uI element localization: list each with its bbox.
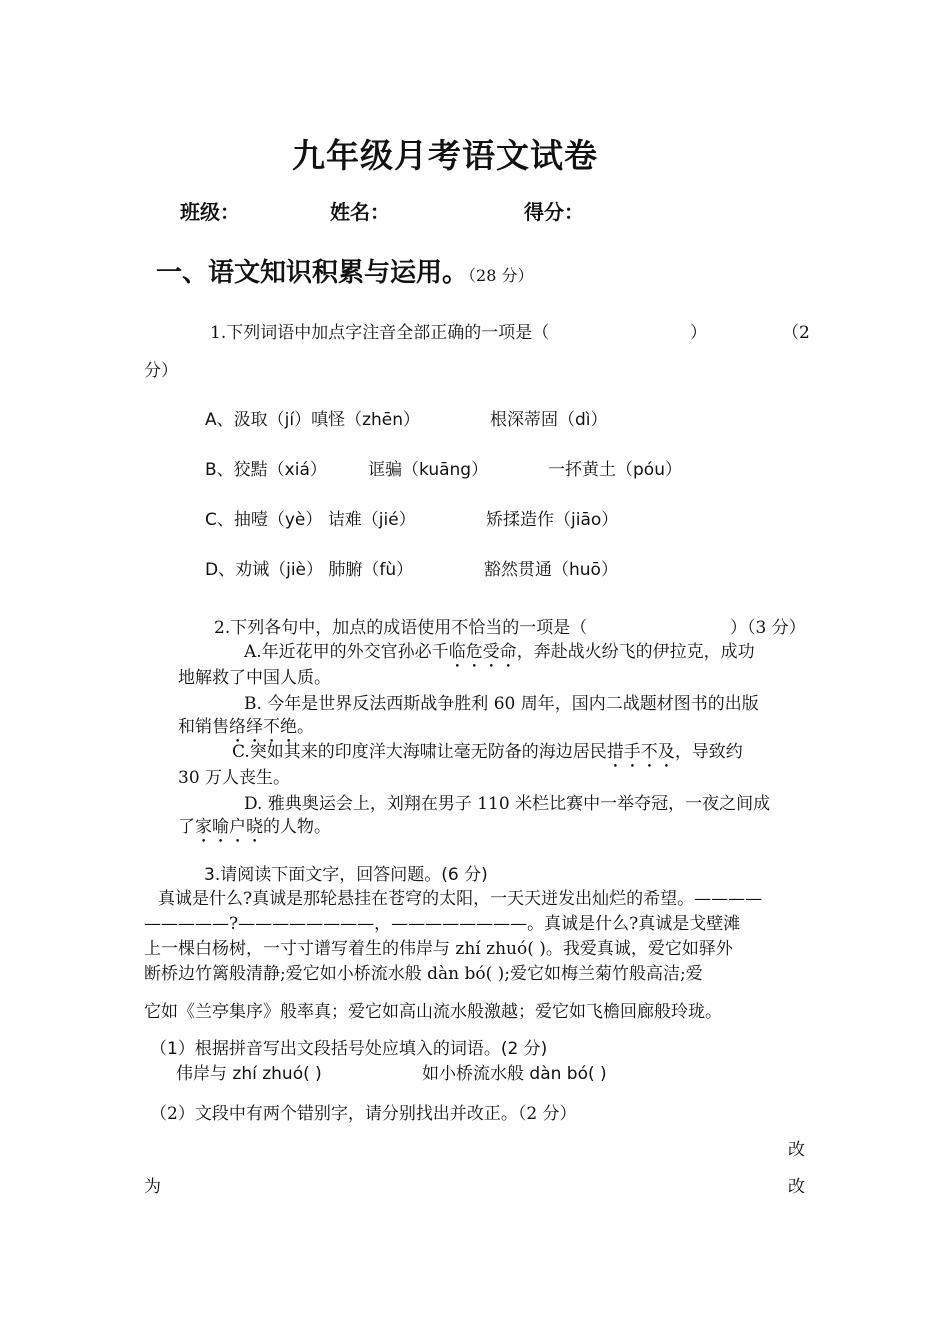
q3-passage-line-1: 真诚是什么?真诚是那轮悬挂在苍穹的太阳，一天天迸发出灿烂的希望。———— [158,889,763,909]
q2-option-d: D. 雅典奥运会上，刘翔在男子 110 米栏比赛中一举夺冠，一夜之间成 [244,794,771,814]
q2-option-c-cont: 30 万人丧生。 [178,768,291,788]
q3-sub2-wei: 为 [144,1177,161,1197]
q3-passage-line-3: 上一棵白杨树，一寸寸谱写着生的伟岸与 zhí zhuó( )。我爱真诚，爱它如驿外 [144,939,733,959]
q3-passage-line-5: 它如《兰亭集序》般率真；爱它如高山流水般激越；爱它如飞檐回廊般玲珑。 [144,1002,722,1022]
q1-option-a-2: 根深蒂固（dì） [490,410,608,430]
q1-option-d: D、劝诫（jiè） 肺腑（fù） [205,560,414,580]
q1-option-b-2: 诓骗（kuāng） [368,460,489,480]
q1-option-b-3: 一抔黄土（póu） [548,460,682,480]
section-heading: 一、语文知识积累与运用。（28 分） [156,258,534,288]
q1-stem: 1.下列词语中加点字注音全部正确的一项是（ [210,323,550,343]
q1-points-cont: 分） [144,361,178,381]
q3-sub1-answer-a: 伟岸与 zhí zhuó( ) [176,1064,322,1084]
q3-sub2: （2）文段中有两个错别字，请分别找出并改正。（2 分） [150,1104,577,1124]
q3-passage-line-4: 断桥边竹篱般清静;爱它如小桥流水般 dàn bó( );爱它如梅兰菊竹般高洁;爱 [144,964,703,984]
q2-stem-end: ）（3 分） [730,618,806,638]
q1-option-c-2: 矫揉造作（jiāo） [486,510,619,530]
q3-sub1-answer-b: 如小桥流水般 dàn bó( ) [422,1064,607,1084]
q3-sub1: （1）根据拼音写出文段括号处应填入的词语。(2 分) [150,1039,548,1059]
class-label: 班级： [180,200,240,224]
q1-option-d-2: 豁然贯通（huō） [484,560,618,580]
q2-option-a-cont: 地解救了中国人质。 [178,668,331,688]
score-label: 得分： [524,200,584,224]
q3-sub2-gai-2: 改 [788,1177,805,1197]
q2-option-a: A.年近花甲的外交官孙必千临危受命，奔赴战火纷飞的伊拉克，成功 [244,642,755,662]
q2-option-b: B. 今年是世界反法西斯战争胜利 60 周年，国内二战题材图书的出版 [244,694,759,714]
q1-paren-close: ） [690,323,707,343]
q1-points: （2 [782,323,810,343]
name-label: 姓名： [330,200,390,224]
q1-option-b: B、狡黠（xiá） [205,460,327,480]
page-title: 九年级月考语文试卷 [292,136,598,175]
q2-option-c: C.突如其来的印度洋大海啸让毫无防备的海边居民措手不及，导致约 [232,742,743,762]
q2-option-b-cont: 和销售络绎不绝。 [178,717,314,737]
q3-stem: 3.请阅读下面文字，回答问题。(6 分) [204,865,488,885]
q1-option-c: C、抽噎（yè） 诘难（jié） [205,510,416,530]
q3-passage-line-2: —————?————————，————————。真诚是什么?真诚是戈壁滩 [144,914,741,934]
q3-sub2-gai: 改 [788,1140,805,1160]
q1-option-a: A、汲取（jí）嗔怪（zhēn） [205,410,421,430]
q2-stem: 2.下列各句中，加点的成语使用不恰当的一项是（ [214,618,588,638]
q2-option-d-cont: 了家喻户晓的人物。 [178,817,331,837]
